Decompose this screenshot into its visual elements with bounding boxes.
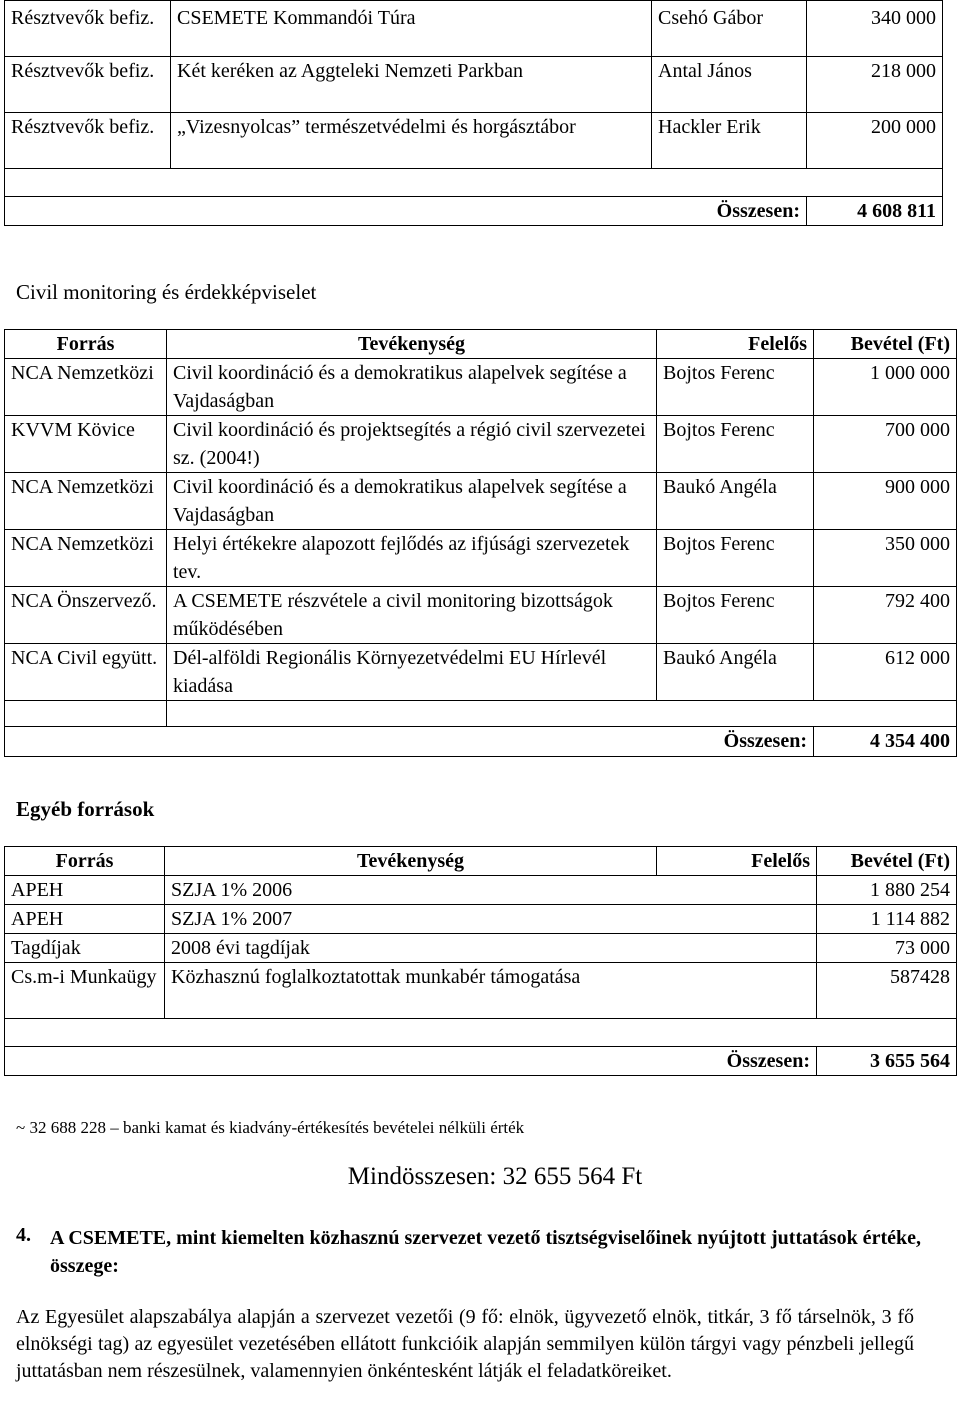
responsible-cell: Antal János	[652, 57, 807, 113]
responsible-cell: Baukó Angéla	[657, 644, 814, 701]
header-amount: Bevétel (Ft)	[817, 847, 957, 876]
source-cell: Résztvevők befiz.	[5, 57, 171, 113]
header-source: Forrás	[5, 330, 167, 359]
responsible-cell: Bojtos Ferenc	[657, 587, 814, 644]
header-activity: Tevékenység	[165, 847, 657, 876]
table-row	[5, 644, 957, 701]
table-row	[5, 934, 957, 963]
interest-note: ~ 32 688 228 – banki kamat és kiadvány-értékesítés bevételei nélküli érték	[16, 1118, 525, 1137]
amount-cell: 1 114 882	[817, 905, 957, 934]
section-body: Az Egyesület alapszabálya alapján a szervezet vezetői (9 fő: elnök, ügyvezető elnök, titkár, 3 fő társelnök, 3 fő elnökségi tag) az egyesület vezetésében ellátott funkcióik alapján semmilyen külön tárgyi vagy pénzbeli jellegű juttatásban nem részesülnek, valamennyien önkéntesként látják el feladatköreiket.	[16, 1306, 914, 1382]
header-row	[5, 330, 957, 359]
table-row	[5, 359, 957, 416]
section-title: A CSEMETE, mint kiemelten közhasznú szervezet vezető tisztségviselőinek nyújtott juttatások értéke, összege:	[50, 1227, 921, 1277]
amount-cell: 340 000	[807, 1, 943, 57]
table-row	[5, 416, 957, 473]
activity-cell: SZJA 1% 2006	[165, 876, 817, 905]
amount-cell: 612 000	[814, 644, 957, 701]
header-responsible: Felelős	[657, 847, 817, 876]
table-row	[5, 876, 957, 905]
source-cell: NCA Civil együtt.	[5, 644, 167, 701]
source-cell: NCA Nemzetközi	[5, 359, 167, 416]
grand-total: Mindösszesen: 32 655 564 Ft	[347, 1163, 643, 1190]
income-table-other	[4, 846, 957, 1076]
table-row	[5, 113, 943, 169]
source-cell: NCA Nemzetközi	[5, 473, 167, 530]
activity-cell: Civil koordináció és a demokratikus alapelvek segítése a Vajdaságban	[167, 359, 657, 416]
total-value: 4 354 400	[814, 727, 957, 757]
responsible-cell: Bojtos Ferenc	[657, 359, 814, 416]
empty-row	[5, 169, 943, 197]
amount-cell: 218 000	[807, 57, 943, 113]
amount-cell: 200 000	[807, 113, 943, 169]
table-row	[5, 963, 957, 1019]
activity-cell: Civil koordináció és a demokratikus alapelvek segítése a Vajdaságban	[167, 473, 657, 530]
total-value: 4 608 811	[807, 197, 943, 226]
total-row	[5, 197, 943, 226]
amount-cell: 792 400	[814, 587, 957, 644]
source-cell: Cs.m-i Munkaügy	[5, 963, 165, 1019]
table-row	[5, 57, 943, 113]
amount-cell: 1 880 254	[817, 876, 957, 905]
source-cell: APEH	[5, 876, 165, 905]
table-row	[5, 905, 957, 934]
total-value: 3 655 564	[817, 1047, 957, 1076]
source-cell: KVVM Kövice	[5, 416, 167, 473]
responsible-cell: Bojtos Ferenc	[657, 530, 814, 587]
source-cell: Tagdíjak	[5, 934, 165, 963]
header-source: Forrás	[5, 847, 165, 876]
income-table-participants	[4, 0, 943, 226]
amount-cell: 700 000	[814, 416, 957, 473]
header-amount: Bevétel (Ft)	[814, 330, 957, 359]
activity-cell: 2008 évi tagdíjak	[165, 934, 817, 963]
table-row	[5, 530, 957, 587]
responsible-cell: Baukó Angéla	[657, 473, 814, 530]
activity-cell: SZJA 1% 2007	[165, 905, 817, 934]
source-cell: Résztvevők befiz.	[5, 1, 171, 57]
total-label: Összesen:	[5, 1047, 817, 1076]
activity-cell: Civil koordináció és projektsegítés a régió civil szervezetei sz. (2004!)	[167, 416, 657, 473]
total-label: Összesen:	[5, 197, 807, 226]
income-table-civil	[4, 329, 957, 757]
total-row	[5, 1047, 957, 1076]
activity-cell: „Vizesnyolcas” természetvédelmi és horgásztábor	[171, 113, 652, 169]
responsible-cell: Hackler Erik	[652, 113, 807, 169]
section-title-other: Egyéb források	[16, 797, 155, 821]
section-title-civil: Civil monitoring és érdekképviselet	[16, 280, 317, 304]
source-cell: Résztvevők befiz.	[5, 113, 171, 169]
empty-row	[5, 701, 957, 727]
amount-cell: 73 000	[817, 934, 957, 963]
source-cell: APEH	[5, 905, 165, 934]
empty-row	[5, 1019, 957, 1047]
header-row	[5, 847, 957, 876]
total-row	[5, 727, 957, 757]
activity-cell: A CSEMETE részvétele a civil monitoring bizottságok működésében	[167, 587, 657, 644]
table-row	[5, 587, 957, 644]
header-responsible: Felelős	[657, 330, 814, 359]
header-activity: Tevékenység	[167, 330, 657, 359]
amount-cell: 587428	[817, 963, 957, 1019]
activity-cell: CSEMETE Kommandói Túra	[171, 1, 652, 57]
amount-cell: 350 000	[814, 530, 957, 587]
activity-cell: Közhasznú foglalkoztatottak munkabér támogatása	[165, 963, 817, 1019]
activity-cell: Dél-alföldi Regionális Környezetvédelmi EU Hírlevél kiadása	[167, 644, 657, 701]
activity-cell: Helyi értékekre alapozott fejlődés az ifjúsági szervezetek tev.	[167, 530, 657, 587]
amount-cell: 1 000 000	[814, 359, 957, 416]
amount-cell: 900 000	[814, 473, 957, 530]
responsible-cell: Bojtos Ferenc	[657, 416, 814, 473]
total-label: Összesen:	[5, 727, 814, 757]
section-number: 4.	[16, 1224, 31, 1246]
source-cell: NCA Nemzetközi	[5, 530, 167, 587]
responsible-cell: Csehó Gábor	[652, 1, 807, 57]
source-cell: NCA Önszervező.	[5, 587, 167, 644]
activity-cell: Két keréken az Aggteleki Nemzeti Parkban	[171, 57, 652, 113]
table-row	[5, 473, 957, 530]
table-row	[5, 1, 943, 57]
